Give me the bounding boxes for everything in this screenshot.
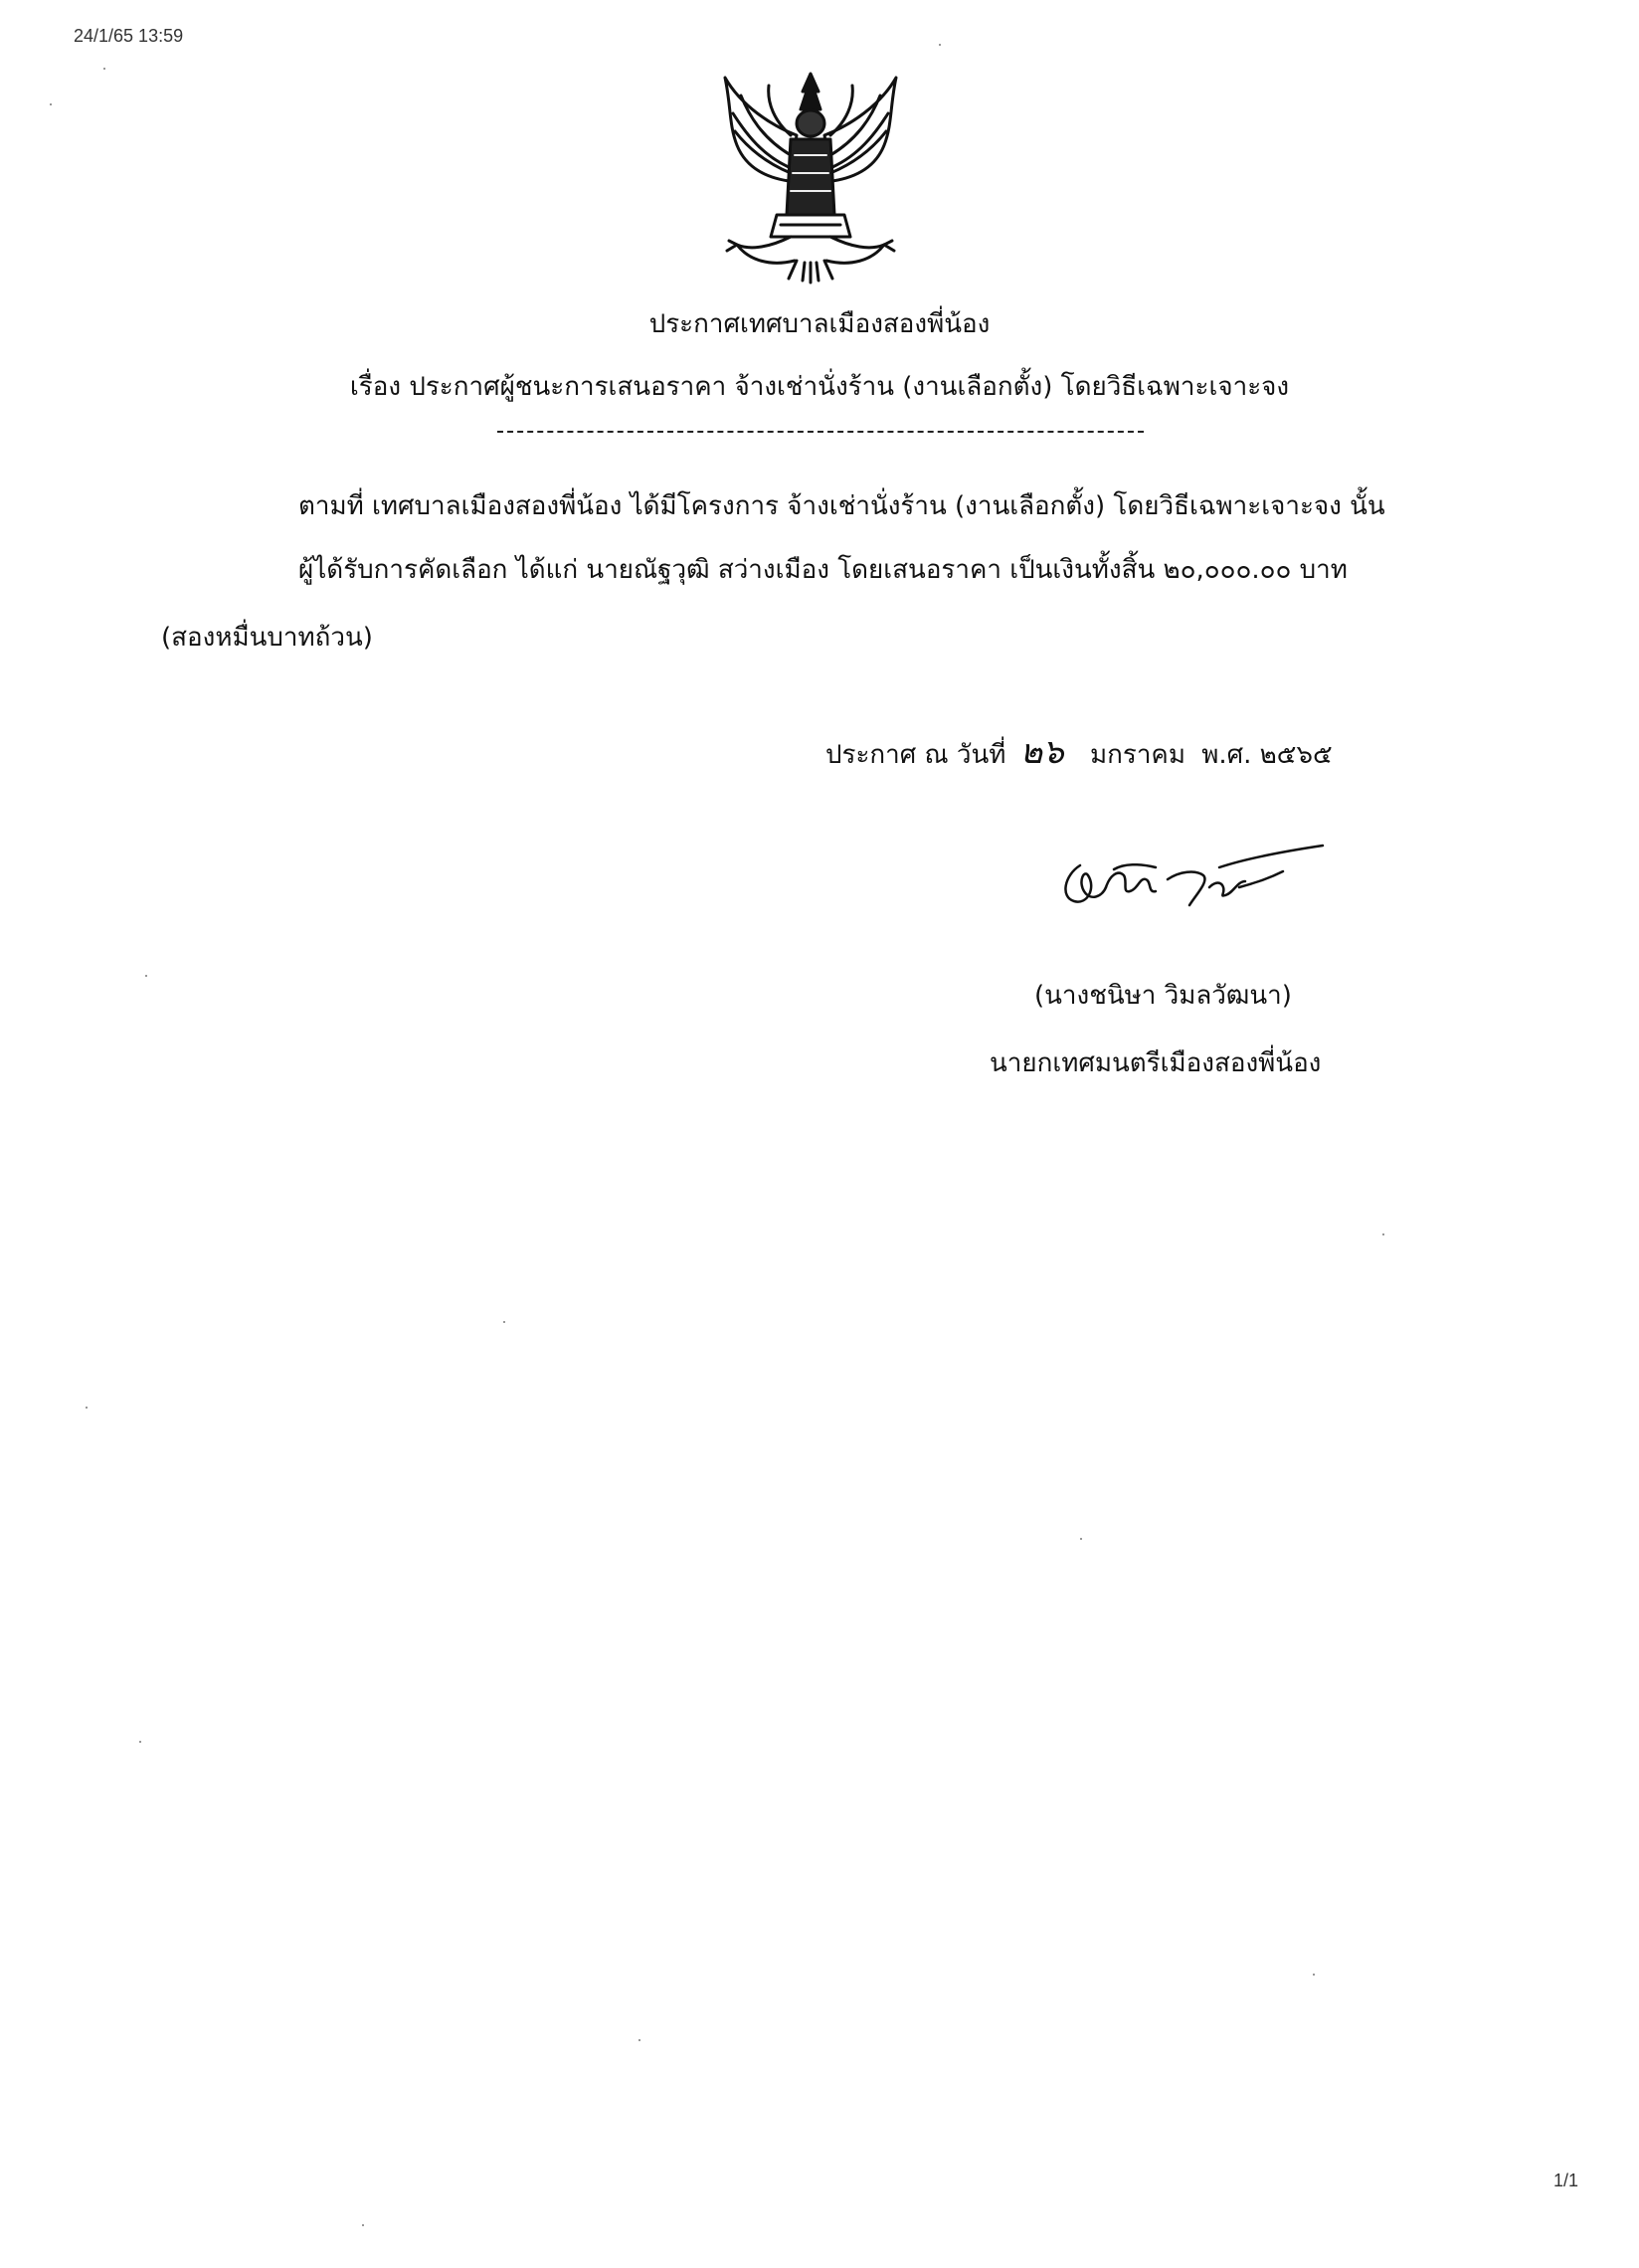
- scan-speck: [103, 68, 105, 70]
- body-amount-in-words: (สองหมื่นบาทถ้วน): [161, 623, 373, 653]
- scan-speck: [362, 2224, 364, 2226]
- scan-speck: [1080, 1538, 1082, 1540]
- dateline-prefix: ประกาศ ณ วันที่: [825, 740, 1006, 770]
- scan-speck: [939, 44, 941, 46]
- scan-speck: [50, 103, 52, 105]
- dateline-day: ๒๖: [1019, 732, 1064, 772]
- scan-speck: [638, 2039, 640, 2041]
- announcement-title: ประกาศเทศบาลเมืองสองพี่น้อง: [648, 309, 991, 339]
- body-paragraph-line: ผู้ได้รับการคัดเลือก ได้แก่ นายณัฐวุฒิ สว่างเมือง โดยเสนอราคา เป็นเงินทั้งสิ้น ๒๐,๐๐๐.๐๐ บาท: [298, 555, 1348, 585]
- scan-speck: [1382, 1233, 1384, 1235]
- announcement-dateline: [825, 724, 1333, 778]
- signatory-name: (นางชนิษา วิมลวัฒนา): [1034, 981, 1292, 1011]
- dateline-year: พ.ศ. ๒๕๖๕: [1201, 740, 1333, 770]
- title-divider: [497, 431, 1144, 433]
- garuda-emblem-icon: [711, 66, 910, 284]
- announcement-subject: เรื่อง ประกาศผู้ชนะการเสนอราคา จ้างเช่านั่งร้าน (งานเลือกตั้ง) โดยวิธีเฉพาะเจาะจง: [349, 372, 1290, 402]
- handwritten-signature: [1044, 836, 1333, 925]
- scan-speck: [1313, 1974, 1315, 1976]
- body-paragraph-line: ตามที่ เทศบาลเมืองสองพี่น้อง ได้มีโครงการ จ้างเช่านั่งร้าน (งานเลือกตั้ง) โดยวิธีเฉพาะเจาะจง นั้น: [298, 491, 1385, 521]
- scan-speck: [503, 1321, 505, 1323]
- scan-speck: [86, 1407, 88, 1409]
- page-number: 1/1: [1553, 2171, 1579, 2190]
- signatory-position: นายกเทศมนตรีเมืองสองพี่น้อง: [990, 1048, 1322, 1078]
- scan-speck: [139, 1741, 141, 1743]
- print-timestamp: 24/1/65 13:59: [74, 26, 184, 46]
- scan-speck: [145, 975, 147, 977]
- dateline-month: มกราคม: [1089, 740, 1185, 770]
